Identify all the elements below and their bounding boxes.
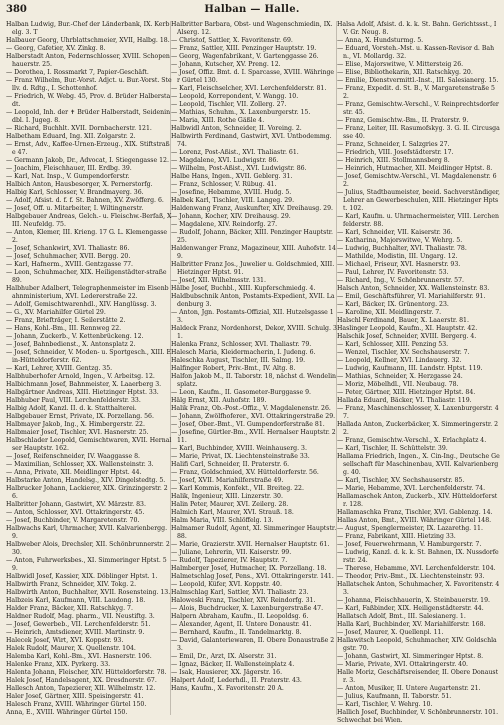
directory-entry: — Mathilde, Modistin, III. Ungarg. 12. [337,253,458,260]
directory-entry: — Isak, Hausierer, XX. Jägerstr. 16. [171,669,283,676]
directory-entry: — Emil, Dr., Arzt, IX. Alserstr. 31. [171,653,277,660]
directory-entry: Hallama Friedrich, Ingen., X. Cin-Ing., Deutsche Gesellschaft für Maschinenbau, XVII. Kalvarienbergg. 40. [337,453,500,476]
directory-entry: Halemba Karl, Kohl.-Bm., XVI. Hasnerstr. 106. [6,653,152,660]
directory-entry: Halbweber Alois, Drechsler, XII. Schönbrunnerstr. 230. [6,541,170,556]
directory-entry: — Elise, Majorswitwe, V. Mittersteig 26. [337,61,464,68]
directory-entry: — Josefine, Gürtler-Bm., XVII. Hernalser Hauptstr. 211. [171,429,336,444]
directory-entry: Halbritter Barbara, Obst- und Wagenschmiedin, IX. Alserg. 12. [171,21,333,36]
directory-entry: Halbschlader Leopold, Gemischtwaren, XVII. Hernalser Hauptstr. 162. [6,437,172,452]
directory-entry: Halschl Ferdinand, Bauer, X. Laaerstr. 81. [337,317,469,324]
directory-entry: Halbwirth Anton, Buchhalter, XVII. Rosensteing. 13. [6,589,171,596]
directory-entry: Halesch Maria, Kleidermacherin, I. Judeng. 6. [171,349,316,356]
directory-entry: Haldenwang Franz, Auskunfter, XIV. Dreihausg. 29. [171,205,333,212]
directory-entry: — Anton, Schlosser, XVI. Ottakringerstr. 45. [6,509,145,516]
directory-entry: — Leon, Kaufm., II. Gasometer-Burggasse 9. [171,389,311,396]
directory-entry: Halbich Anton, Hausbesorger, X. Pernerstorfg. [6,181,153,188]
column-right [337,21,501,724]
directory-entry: — Anton, Jgn. Postamts-Offizial, XII. Hutzelsgasse 13. [171,309,334,324]
directory-entry: Halberstadt Anton, Federnschlosser, XVIII. Schopenhauerstr. 25. [6,53,170,68]
directory-entry: — Christof, Sattler, X. Favoritenstr. 69. [171,37,293,44]
directory-entry: Halfon Jakob M., II. Taborstr. 18, nächst d. Wendelinsplatz. [171,373,337,388]
directory-entry: — Heinrich, Hutmacher, XII. Meidlinger Hptst. 8. [337,165,493,172]
directory-entry: Haldbubschnik Anton, Postamts-Expedient, XVII. Ladenburg 3. [171,293,335,308]
directory-entry: Halsch Anton, Schneider, XX. Wallensteinstr. 83. [337,285,490,292]
directory-entry: — Johann, Kutscher, XV. Preng. 12. [171,61,281,68]
directory-entry: — Josef, Off. u. Mitarbeiter, I. Wiltingnerstr. [6,205,144,212]
directory-entry: — Josef, Reifenschneider, IV. Waaggasse 8. [6,453,140,460]
directory-entry: Halin Peter, Maurer, XVI. Zeilerg. 28. [171,501,289,508]
directory-entry: — Franz Wilhelm, Bur.-Vorst. Adjct. u. Bur.-Vorst. Stellv. d. Rdtg., I. Schottenhof. [6,77,172,92]
directory-entry: Hälg Ernst, XII. Auhofstr. 189. [171,397,267,404]
directory-entry: — Josef, Gewerbeb., VII. Lerchenfelderstr. 51. [6,621,151,628]
directory-entry: — Wenzel, Tischler, XV. Sechshauserstr. 7. [337,349,470,356]
directory-entry: — Leopold, Tischler, VII. Zollerg. 27. [171,101,287,108]
directory-entry: — Johanna, Fleischhauerin, X. Steinbauerstr. 19. [337,597,490,604]
directory-entry: Halenta Johann, Fleischer, XIV. Hütteldorferstr. 78. [6,669,167,676]
directory-entry: Haldner Rudolf, Mag. pharm., VII. Neustiftg. 3. [6,613,155,620]
directory-entry: — Michael, Friseur, XVI. Hasnerstr. 93. [337,261,461,268]
directory-entry: — Anton, Musiker, II. Untere Augartenstr. 21. [337,685,481,692]
directory-entry: Halifi Carl, Schneider, II. Praterstr. 6. [171,461,290,468]
directory-entry: — Eduard, Vorsteh.-Mst. u. Kassen-Revisor d. Bahn., VI. Mollardg. 32. [337,45,495,60]
directory-entry: — Emilie, Dienstvermittl.-Inst., III. Salesianerg. 15. [337,77,499,84]
directory-entry: — Franz, Gemischtw.-Bm., II. Praterstr. 9. [337,117,469,124]
directory-entry: — Germann Jakob, Dr., Advocat, I. Stiegengasse 12. [6,157,169,164]
directory-entry: — Karl, Bäcker, IX. Grünentorg. 23. [337,301,449,308]
directory-entry: Hallawitsch Leopold, Schuhmacher, XIV. Goldschlagstr. 70. [337,637,497,652]
directory-entry: — Georg, Cafetier, XV. Zinkg. 8. [6,45,106,52]
directory-entry: — Karl Kommis, Konfekt., VII. Breiteg. 22. [171,485,304,492]
directory-entry: — Josef, Schankwirt, XVI. Thaliastr. 86. [6,245,130,252]
directory-entry: — Lorenz, Post-Aßist., XVI. Thaliastr. 61. [171,149,299,156]
directory-entry: Halla Karl, Buchbinder, XV. Mariahilferstr. 168. [337,621,486,628]
column-left [6,21,172,717]
directory-entry: Halm Maria, VIII. Schlöffelg. 13. [171,517,274,524]
directory-entry: — Mathias, Schuhm., X. Laxenburgerstr. 15. [171,109,311,116]
directory-entry: — Franz, Gemischtw.-Verschl., V. Reinprechtsdorferstr. 45. [337,101,499,116]
directory-entry: — Anton, Klemer, III. Krieng. 17 G. L. Klemengasse 2. [6,229,168,244]
directory-entry: — Richard, Ing., V. Schönbrunnerstr. 57. [337,277,464,284]
directory-entry: — Karl, Nat. Insp., V. Gumpendorferstr. [6,173,130,180]
directory-entry: — Karl, Faßbinder, XIX. Heiligenstädterstr. 44. [337,605,484,612]
directory-entry: Hallada Eduard, Bäcker, VI. Thaliastr. 119. [337,397,472,404]
directory-entry: — Leopold, Korrepondent, V. Wangg. 10. [171,93,299,100]
directory-entry: — Josef, Buchbinder, V. Margaretenstr. 70. [6,517,140,524]
directory-entry: Halbauer Georg, Uhrblattschmeier, XVII, Halbg. 18. [6,37,170,44]
directory-entry: Halbwidl Anton, Schneider, II. Voreing. 2. [171,125,302,132]
directory-entry: — Dorothea, I. Rossmarkt 7, Papier-Geschäft. [6,69,149,76]
directory-entry: — Franz, Briefträger, I. Seilerstätte 2. [6,317,126,324]
page-title: Halban — Halle. [204,4,300,15]
directory-entry: — Friedrich, VIII. Josefstädterstr. 17. [337,149,454,156]
directory-entry: Halek Josef, Handelsagent, XX. Dresdnerstr. 67. [6,677,157,684]
directory-entry: — Marie, Grazierstr. XVII. Hernalser Hauptstr. 61. [171,541,330,548]
directory-entry: Hallamaschka Franz, Tischler, XVI. Gablenzg. 14. [337,509,493,516]
directory-entry: — Franz, Maschinenschlosser, X. Laxenburgerstr. 47. [337,405,499,420]
directory-entry: — Heinrich, XIII. Stollmannsberg 8. [337,157,450,164]
directory-entry: Halbritter Franz Jos., Juwelier u. Goldschmied, XIII. Hietzinger Hptst. 91. [171,261,335,276]
directory-entry: — Karl, Tischler, XV. Sechshauserstr. 85. [337,477,465,484]
directory-entry: Halecek Josef, Wirt, XVI. Koppstr. 93. [6,637,124,644]
page-header [0,0,504,20]
directory-entry: Halmberger Josef, Hutmacher, IX. Porzellang. 18. [171,565,327,572]
directory-entry: — Josef, Schuhmacher, XVII. Bergg. 20. [6,253,131,260]
directory-entry: — Franz, Goldschmied, XV. Hütteldorferstr. 56. [171,469,319,476]
directory-entry: Halbig Adolf, Kanzl. II. d. k. Statthalterei. [6,405,137,412]
directory-entry: — Richard, Buchhlt. XVII. Dornbacherstr. 121. [6,125,152,132]
directory-entry: Halle Moriz, Geschäftsreisender, II. Obere Donaustr. 3. [337,669,499,684]
directory-entry: — Anton, Fuhrwerksbes., XI. Simmeringer Hptst. 59. [6,557,167,572]
directory-entry: — Adolf, Afsist. d. f. f. St. Bahnen, XV. Zwöfferg. 6. [6,197,164,204]
directory-entry: — Franz, Sattler, XIII. Penzinger Hauptstr. 19. [171,45,317,52]
directory-entry: Halbhuber Adalbert, Telegraphenmeister im Eisenbahnministerium, XVI. Ledererstraße 22. [6,285,169,300]
directory-entry: — Maria, XIII. Rothe Gäßle 4. [171,117,265,124]
directory-entry: Halenke Franz, XIX. Pyrkerg. 33. [6,661,111,668]
directory-entry: Hallich Josef, Buchbinder, V. Schönbrunnerstr. 101. [337,709,499,716]
directory-entry: — G., XV. Mariahilfer Gürtel 29. [6,309,106,316]
directory-entry: — Josef, Offiz. Bmt. d. I. Sparcasse, XVIII. Währinger Gürtel 130. [171,69,335,84]
directory-entry: — Peter, Gärtner, XIII. Hietzinger Hptst. 84. [337,389,476,396]
directory-entry: Halschik Josef, Schneider, XVIII. Bergerg. 4. [337,333,477,340]
directory-entry: Hallesch Anton, Tapezierer, XII. Wilhelmstr. 12. [6,685,156,692]
directory-entry: — Magdalene, XVI. Ludwigstr. 86. [171,157,279,164]
directory-entry: — Joachim, Fleischhauer, III. Erdbg. 39. [6,165,132,172]
directory-entry: — Josefine, Hebamme, XVIII. Hudg. 5. [171,189,292,196]
directory-entry: Halbrucker Johann, Lackierer, XIX. Grinzingerstr. 26. [6,485,168,500]
directory-entry: — Josef, XVII. Mariahilferstraße 49. [171,477,284,484]
directory-entry: Haslinger Leopold, Kaufm., XI. Hauptstr. 42. [337,325,478,332]
directory-entry: Halmetschlag Josef, Pens., XVI. Ottakringerstr. 141. [171,573,334,580]
directory-entry: Halbmayer Jakob, Ing., X. Himbergerstr. 22. [6,421,145,428]
directory-entry: — Marie, Hebamme, XVI. Lerchenfelderstr. 74. [337,485,486,492]
directory-entry: — Karl, Kaufm. u. Uhrmachermeister, VIII. Lerchenfelderstr. 88. [337,213,500,228]
directory-entry: — Hans, Kohl.-Bm., III. Rennweg 22. [6,325,122,332]
directory-entry: Halbzeis Karl, Kaufmann, VIII. Laudong. 18. [6,597,146,604]
directory-entry: Haler Josef, Gärtner, XIII. Speisingerstr. 41. [6,693,144,700]
directory-entry: — Karl, Schlosser, XIII. Penzing 53. [337,341,449,348]
directory-entry: — Josef, Maurer, X. Quellenpl. 11. [337,629,444,636]
directory-entry: Hälbe Josef, Buchbl., XIII. Kupferschmiedg. 4. [171,285,316,292]
directory-entry: — Marie, Privat, IX. Liechtensteinstraße 33. [171,453,310,460]
directory-entry: Haloweski Franz, Tischler, XIV. Reindorfg. 31. [171,597,316,604]
directory-entry: Anna, E., XVIII. Währinger Gürtel 150. [6,709,128,716]
directory-entry: — Johann, Gastwirt, XI. Simmeringer Hptst. 8. [337,653,484,660]
directory-entry: — Franz, Schneider, I. Salzgries 27. [337,141,450,148]
directory-entry: — Josef, Feuerwehrmann, V. Hamburgerstr. 7. [337,541,482,548]
directory-entry: — Alois, Buchdrucker, X. Laxenburgerstraße 47. [171,605,324,612]
directory-entry: — Mathias, Schneider, X. Herzgasse 24. [337,373,463,380]
directory-entry: Halmschlag Karl, Sattler, XVI. Thaliastr. 23. [171,589,309,596]
directory-entry: — Elise, Bibliothekarin, XII. Ratschkyg. 20. [337,69,473,76]
directory-entry: Halbstarke Anton, Handelsg., XIV. Dingelstedtg. 5. [6,477,166,484]
directory-entry: — Karl, Hafnerm., XVIII. Gentzgasse 77. [6,261,134,268]
directory-entry: Halesch Franz, XVIII. Währinger Gürtel 150. [6,701,147,708]
directory-entry: — Karl, Tischler, II. Schüttelstr. 39. [337,445,448,452]
directory-entry: — David, Galanteriewaren, II. Obere Donaustraße 23. [171,637,335,652]
directory-entry: — Georg, Wagenfabrikant, V. Gartenggasse 26. [171,53,319,60]
directory-entry: Haldeck Franz, Nordenhorst, Dekor, XVIII. Schulg. 31. [171,325,337,340]
directory-entry: — Rudolf, Tapezierer, IV. Hauptstr. 7. [171,557,288,564]
directory-entry: — Josef, Schneider, V. Moden- u. Sportgesch., XIII. Ein-Hütteldorferstr. 62. [6,349,172,364]
directory-entry: — Wilhelm, Post-Aßist., XVI. Ludwigstr. 86. [171,165,307,172]
directory-entry: — Leopold, Kellner, XVI. Lindauerg. 32. [337,357,462,364]
directory-entry: Halbgebauer Ernst, Private, IX. Porzellang. 56. [6,413,154,420]
directory-entry: — Moriz, Möbelhdl., VII. Neubaug. 78. [337,381,459,388]
directory-entry: Halbritter Johann, Gastwirt, XV. Märzstr. 83. [6,501,146,508]
directory-entry: Halbhuberhofer Arnold, Ingen., V. Arbeitsg. 12. [6,373,155,380]
directory-entry: — Franz, Gemischtw.-Verschl., X. Erlachplatz 4. [337,437,487,444]
directory-entry: Halbe Hans, Ingen., XVII. Geblerg. 31. [171,173,293,180]
directory-entry: Halik Franz, Ob.-Post.-Offiz., V. Magdalenenstr. 26. [171,405,331,412]
directory-entry: — Johann, Zwölfhoferer., XVI. Ottakringerstraße 29. [171,413,336,420]
directory-entry: — Rudolf, Johann, Bäcker, XIII. Penzinger Hauptstr. 25. [171,229,333,244]
directory-entry: Halik, Ingenieur, XIII. Linzerstr. 30. [171,493,283,500]
directory-entry: Halbgärtner Andreas, XIII. Hietzinger Hptst. 33. [6,389,159,396]
directory-entry: Halpert Adolf, Lederhdl., II. Praterstr. 43. [171,677,302,684]
directory-entry: — Franz, Expedit. d. St. B., V. Margaretenstraße 52. [337,85,495,100]
directory-entry: Halban Ludwig, Bur.-Chef der Länderbank, IX. Kerbelg. 3. T [6,21,170,36]
directory-entry: Haleschka August, Tischler, III. Salmg. 19. [171,357,306,364]
directory-entry: — Maximilian, Schlosser, XX. Wallensteinstr. 3. [6,461,154,468]
directory-entry: Halbek Karl, Tischler, VIII. Langeg. 29. [171,197,295,204]
directory-entry: — Karl, Schneider, VII. Kaiserstr. 36. [337,229,453,236]
directory-entry: — Josef, XII. Wilhelmsstr. 131. [171,277,266,284]
directory-entry: Halsa Adolf, Afsist. d. k. k. St. Bahn. Gerichtssst., IV. Gr. Neug. 8. [337,21,497,36]
directory-entry: — Juliane, Lehrerin, VII. Kaiserstr. 99. [171,549,292,556]
directory-entry: — Franz, Schlosser, V. Rübug. 41. [171,181,277,188]
directory-entry: — Theodor, Priv.-Bmt., IX. Liechtensteinstr. 93. [337,573,485,580]
directory-entry: Halbwirth Ferdinand, Gastwirt, XVI. Untbodemmg. 74. [171,133,332,148]
directory-entry: — Ignaz, Bäcker, II. Wallensteinplatz 4. [171,661,295,668]
directory-entry: Hans, Kaufm., X. Favoritenstr. 20 A. [171,685,284,692]
directory-entry: Halfinger Robert, Priv.-Bmt., IV. Altg. 8. [171,365,296,372]
directory-entry: — Leopold, Inh. der ✝ Brüder Halberstadt, Seidenindbl. I. Jugeg. 8. [6,109,171,124]
directory-entry: Hallada Anton, Zuckerbäcker, X. Simmeringerstr. 22. [337,421,499,436]
directory-entry: — Magdalene, XIV. Reindorfg. 27. [171,221,278,228]
directory-entry: — Josef, Bahnbedienst., X. Antonsplatz 2. [6,341,136,348]
directory-entry: — Marie, Private, XVI. Ottakringerstr. 40. [337,661,469,668]
directory-entry: — Ludwig, Kanzl. d. k. k. St. Bahnen, IX. Nussdorferstr. 24. [337,549,499,564]
directory-entry: — Ludwig, Kaufmann, III. Landstr. Hptst. 119. [337,365,483,372]
directory-entry: — Anna, Private, XII. Meidlinger Hptst. 44. [6,469,142,476]
directory-entry: — Ludwig, Buchhalter, XVI. Thaliastr. 78. [337,245,467,252]
directory-entry: — Josef, Gemischtw.-Verschl., VI. Magdalenenstr. 62. [337,173,497,188]
directory-entry: Hallatschek Anton, Schuhmacher, X. Favoritenstr. 43. [337,581,500,596]
directory-entry: — Emil, Geschäftsführer, VI. Mariahilferstr. 91. [337,293,486,300]
directory-entry: Halenka Franz, Schlosser, XVI. Thaliastr. 79. [171,341,312,348]
directory-entry: — Karl, Fleischselcher, XVI. Lerchenfelderstr. 81. [171,85,327,92]
directory-entry: — Leon, Schuhmacher, XIX. Heiligenstädter-straße 89. [6,269,167,284]
directory-entry: Hallatsch Adolf, Bmt., III. Salesianerg. 1. [337,613,466,620]
directory-entry: Halbgebauer Andreas, Gelch.- u. Fleischw.-Berfaß, XIII. Neufeldg. 75. [6,213,172,228]
directory-entry: Halbwachs Karl, Uhrmacher, XVII. Kalvarienbergg. 9. [6,525,168,540]
directory-entry: — Leopold, Küfer, XVI. Koppstr. 40. [171,581,282,588]
directory-entry: — Josef, Ober.-Bmt., VI. Gumpendorferstraße 81. [171,421,325,428]
directory-entry: — August, Spenglermeister, IX. Lazarethg. 11. [337,525,483,532]
directory-entry: Halmich Karl, Maurer, XVI. Strauß. 18. [171,509,294,516]
directory-entry: — Anna, X. Hundsturmg. 5. [337,37,424,44]
directory-entry: — Karl, Tischler, V. Wehrg. 10. [337,701,433,708]
directory-entry: Halbetham Eduard, Ing. XII. Zolgarstr. 2. [6,133,136,140]
directory-entry: — Karoline, XII. Meidlingerstr. 7. [337,309,442,316]
directory-entry: — Paul, Lehrer, IV. Favoritenstr. 53. [337,269,449,276]
page-number: 380 [6,4,27,15]
directory-entry: — Julius, Stadtbaumeister, beeid. Sachverständiger, Lehrer an Gewerbeschulen, XIII. Hietzinger Hptst. 102. [337,189,501,212]
directory-entry: Halbig Karl, Schlosser, V. Brandmayerg. 36. [6,189,144,196]
directory-entry: Halmamer Rudolf, Agent, XI. Simmeringer Hauptstr. 88. [171,525,337,540]
directory-entry: — Karl, Buchbinder, XVIII. Weinhauserg. 3. [171,445,307,452]
directory-entry: — Bernhard, Kaufm., II. Tandelmarktg. 8. [171,629,302,636]
directory-entry: — Alexander, Agent, II. Untere Donaustr. 41. [171,621,312,628]
directory-entry: Halbmaier Josef, Tischler, XVI. Hasnerstr. 25. [6,429,149,436]
directory-entry: Halbwidl Josef, Kassier, XIX. Döblinger Hptst. 1. [6,573,158,580]
directory-entry: Halek Rudolf, Maurer, X. Quellenstr. 104. [6,645,136,652]
directory-entry: — Johann, Kocher, XIV. Dreihausg. 29. [171,213,291,220]
directory-entry: Schwechat bei Wien. [337,717,403,724]
directory-entry: Halbwirth Franz, Schneider, XIV. Tokg. 2. [6,581,137,588]
directory-entry: Halpern Abraham, Kaufm., II. Leopoldsg. 6. [171,613,309,620]
directory-entry: — Julius, Kaufmann, II. Taborstr. 51. [337,693,452,700]
directory-entry: — Ernst, Adv., Kaffee-Urnen-Erzeug., XIX. Stiftstraße 47. [6,141,170,156]
column-middle [171,21,337,717]
directory-entry: Halbhuber Paul, VIII. Lerchenfelderstr. 33. [6,397,141,404]
directory-entry: — Karl, Lehrer, XVIII. Gentzg. 35. [6,365,113,372]
directory-entry: — Johann, Zuckerb., V. Kettenbrückeng. 12. [6,333,144,340]
directory-entry: Hallas Anton, Bmt., XVIII. Währinger Gürtel 148. [337,517,492,524]
directory-entry: — Therese, Hebamme, XVI. Lerchenfelderstr. 104. [337,565,496,572]
directory-entry: Haldenwanger Franz, Magazineur, XIII. Auhofstr. 149. [171,245,336,260]
directory-entry: — Friedrich, W. Webg. 45, Prov. d. Brüder Halberstadt. [6,93,171,108]
directory-entry: — Heinrich, Amtsdiener, XVIII. Martinstr. 9. [6,629,145,636]
directory-entry: Halbichmann Josef, Bahnmeister, X. Laaerberg 3. [6,381,162,388]
directory-entry: — Katharina, Majorswitwe, V. Wehrg. 5. [337,237,463,244]
directory-entry: — Franz, Leiter, III. Rasumofskyg. 3. G. II. Circusgasse 40. [337,125,500,140]
directory-entry: — Franz, Fabrikant, XIII. Hietzing 33. [337,533,456,540]
directory-entry: Halder Franz, Bäcker, XII. Ratschkyg. 7. [6,605,133,612]
directory-entry: — Adolf, Gemischtwarenhdl., XIV. Hanglüssg. 3. [6,301,157,308]
directory-entry: Hallamaschek Anton, Zuckerb., XIV. Hütteldorferstr. 128. [337,493,498,508]
